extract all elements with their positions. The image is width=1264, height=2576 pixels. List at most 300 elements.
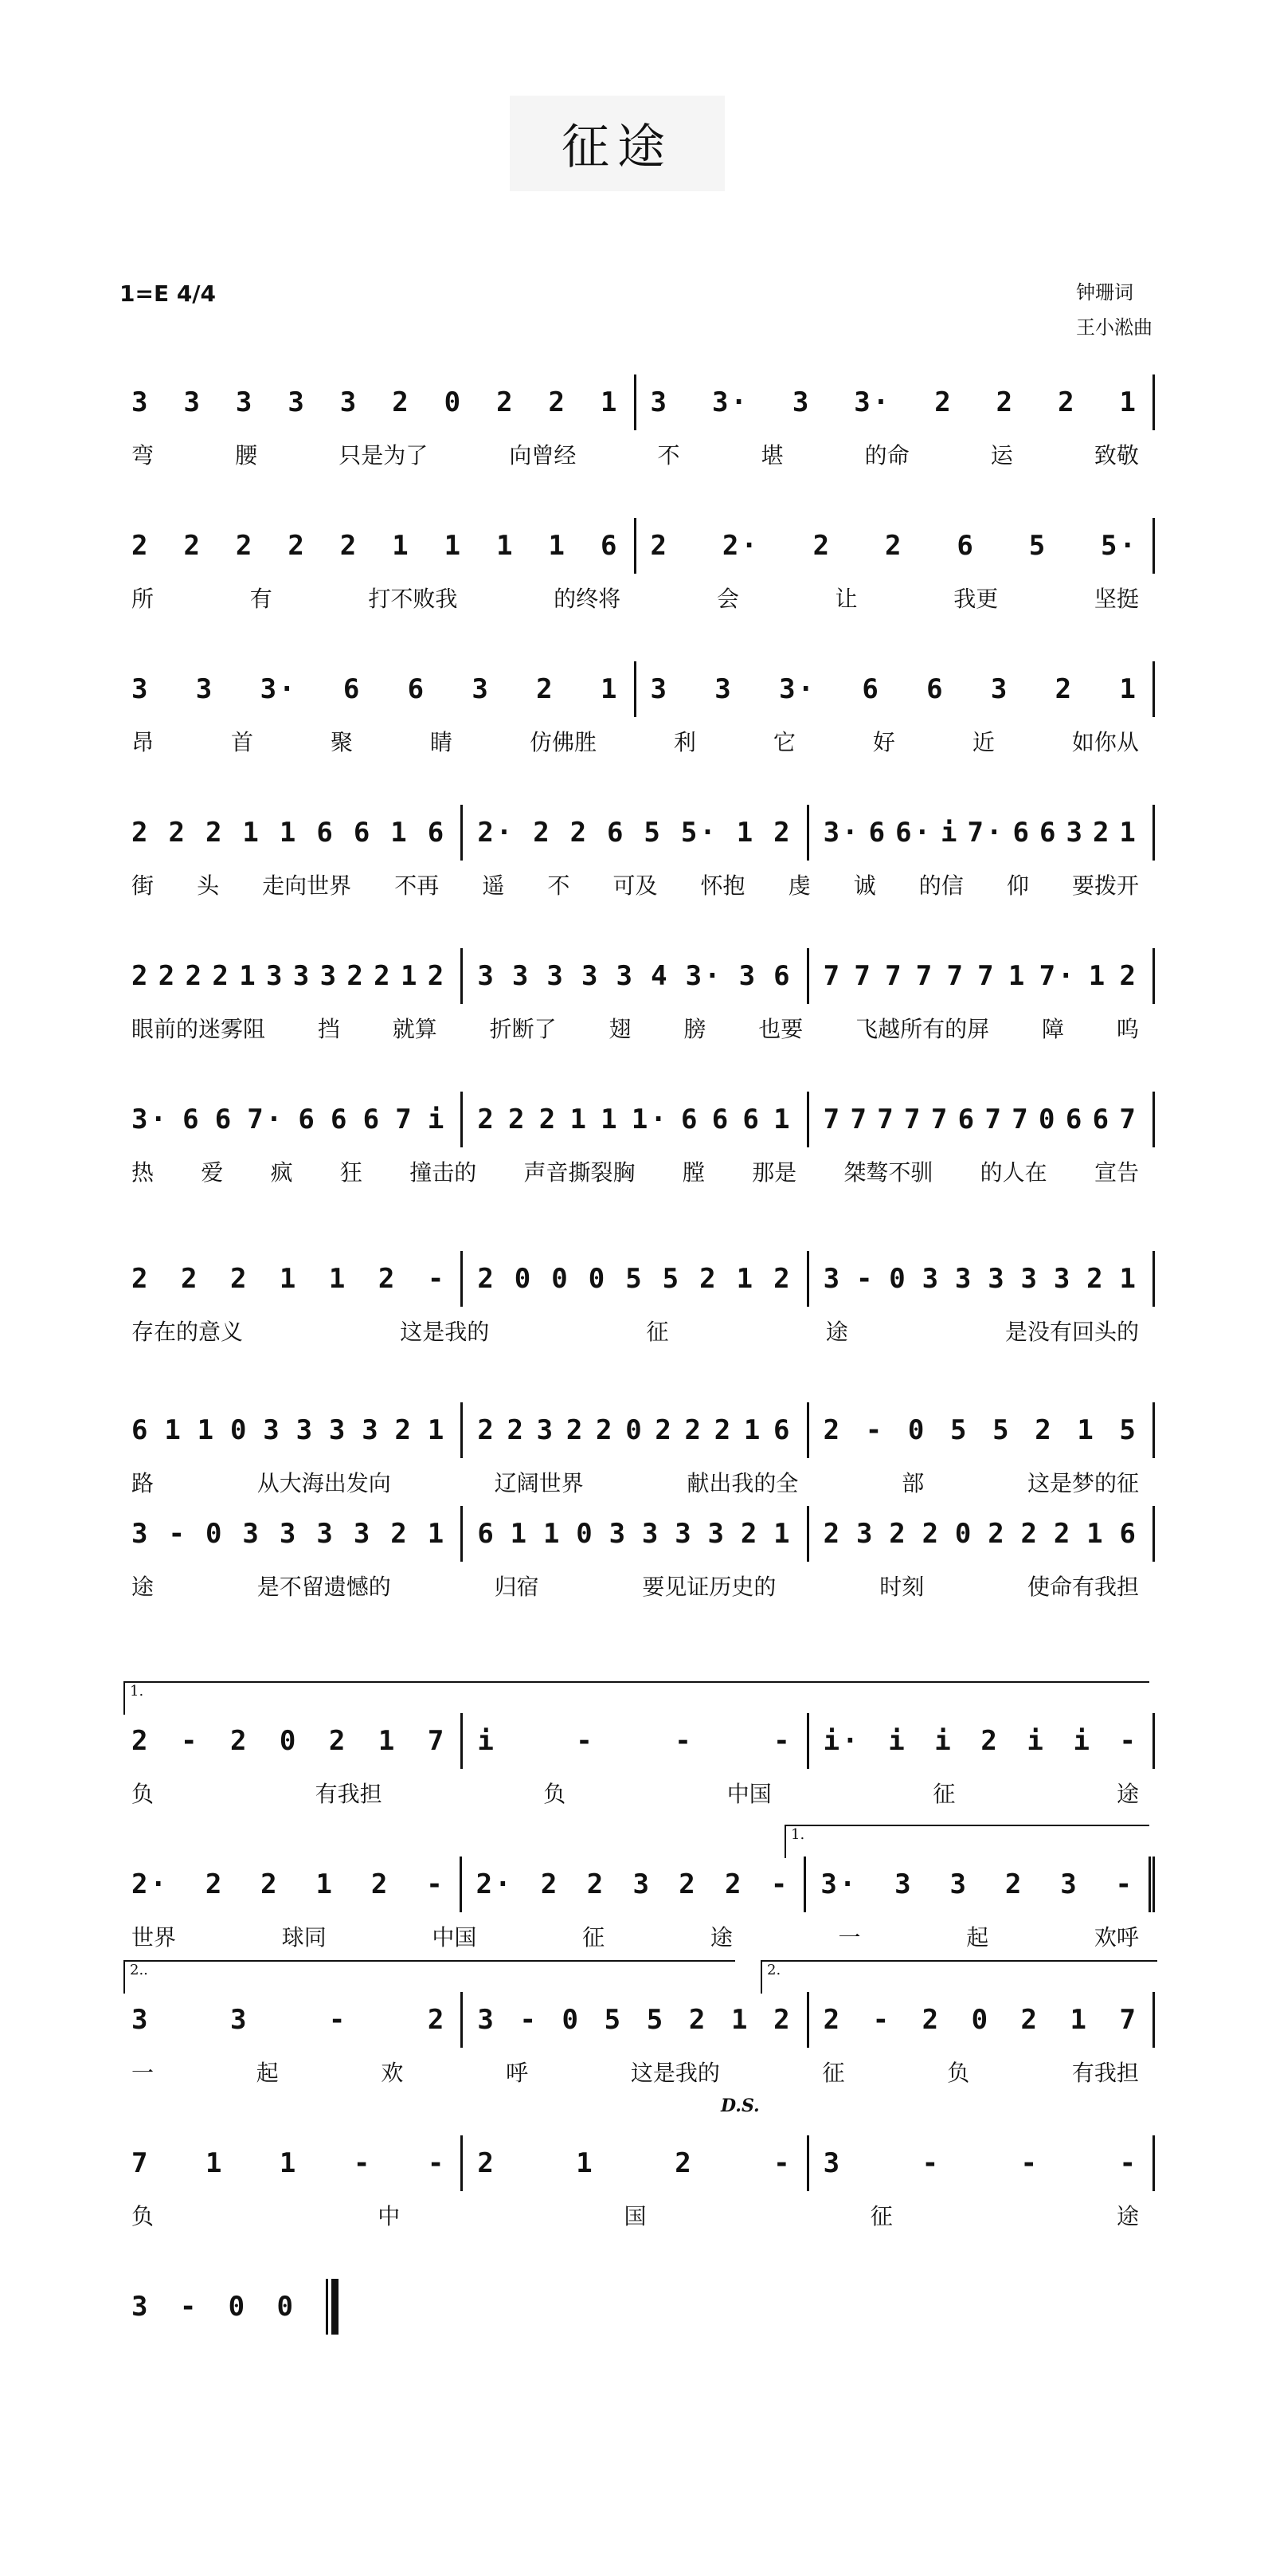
lyric-word: 聚 <box>330 729 353 755</box>
lyric-word: 疯 <box>270 1159 293 1186</box>
note: 1 <box>205 2147 225 2179</box>
measure <box>131 518 636 574</box>
lyric-word: 只是为了 <box>339 442 429 469</box>
note: 2 <box>205 817 225 849</box>
note: 7 <box>904 1104 923 1135</box>
lyric-word: 挡 <box>317 1016 340 1042</box>
note: 7 <box>946 960 965 992</box>
note: 2 <box>131 1263 151 1295</box>
lyric-word: 不 <box>657 442 680 469</box>
note: 3 <box>546 960 565 992</box>
lyric-word: 利 <box>673 729 696 755</box>
note: 2 <box>889 1518 908 1550</box>
note: 6 <box>407 673 427 705</box>
score-system <box>131 805 1155 908</box>
lyric-word: 一 <box>131 2060 155 2086</box>
note: 3 <box>894 1868 914 1900</box>
note: 7 <box>915 960 935 992</box>
note: 7 <box>977 960 996 992</box>
note: 6 <box>773 1414 792 1446</box>
lyrics-row <box>131 717 1155 765</box>
lyric-word: 途 <box>825 1319 848 1345</box>
note: 5 <box>1119 1414 1138 1446</box>
note: 2 <box>496 386 515 418</box>
lyric-word: 呼 <box>506 2060 529 2086</box>
note: 3 <box>650 386 669 418</box>
note: 2 <box>1055 673 1074 705</box>
lyric-word: 的人在 <box>980 1159 1047 1186</box>
notes-row <box>131 1857 1155 1912</box>
note: 1 <box>279 2147 299 2179</box>
lyric-word: 狂 <box>339 1159 362 1186</box>
note: 3 <box>616 960 635 992</box>
lyric-word: 起 <box>256 2060 279 2086</box>
note: 1 <box>378 1725 397 1757</box>
measure <box>463 2135 808 2191</box>
note: i <box>1027 1725 1046 1757</box>
note: 2 <box>684 1414 704 1446</box>
lyrics-row <box>131 861 1155 908</box>
lyric-word: 起 <box>966 1924 989 1951</box>
note: 3 <box>511 960 531 992</box>
note: 2 <box>725 1868 744 1900</box>
volta-bracket: 1. <box>785 1825 1149 1858</box>
note: 0 <box>588 1263 608 1295</box>
lyric-word: 的终将 <box>554 586 621 612</box>
lyric-word: 征 <box>870 2203 893 2229</box>
score-system <box>131 1402 1155 1506</box>
note: 2 <box>339 530 359 562</box>
note: 3 <box>477 960 496 992</box>
note: 1 <box>736 817 756 849</box>
note: 2 <box>1004 1868 1024 1900</box>
note: 2 <box>823 1414 843 1446</box>
lyric-word: 呜 <box>1116 1016 1139 1042</box>
lyric-word: 怀抱 <box>700 872 745 899</box>
note: 6 <box>607 817 626 849</box>
note: - <box>426 1868 445 1900</box>
note: 6 <box>330 1104 350 1135</box>
lyrics-row <box>131 1769 1155 1817</box>
note: 2 <box>1086 1263 1106 1295</box>
credits <box>1076 275 1152 345</box>
note: 3 <box>362 1414 381 1446</box>
key-signature: 1=E 4/4 <box>119 280 217 307</box>
note: 2 <box>565 1414 585 1446</box>
note: 3 <box>263 1414 282 1446</box>
note: 2 <box>773 817 792 849</box>
note: 3 <box>954 1263 974 1295</box>
lyric-word: 堪 <box>761 442 784 469</box>
measure <box>809 1251 1155 1307</box>
score-system <box>130 1962 1155 2116</box>
note: 2 <box>922 2004 941 2036</box>
note: - <box>773 2147 792 2179</box>
note: 0 <box>228 2291 248 2323</box>
lyric-word: 可及 <box>612 872 658 899</box>
note: 6 <box>214 1104 234 1135</box>
note: 1 <box>548 530 567 562</box>
note: 7 <box>823 960 843 992</box>
note: 2 <box>536 673 555 705</box>
note: 0 <box>625 1414 644 1446</box>
measure <box>131 2279 310 2335</box>
note: 3 <box>288 386 307 418</box>
note: 2 <box>205 1868 225 1900</box>
lyric-word: 障 <box>1042 1016 1065 1042</box>
note: 2 <box>773 1263 792 1295</box>
note: 1 <box>600 386 620 418</box>
note: 3 <box>1020 1263 1040 1295</box>
measure <box>636 374 1156 430</box>
lyric-word: 负 <box>131 1781 155 1807</box>
note: - <box>773 1725 792 1757</box>
note: 2 <box>1053 1518 1073 1550</box>
note: 3 <box>131 2291 151 2323</box>
lyric-word: 弯 <box>131 442 155 469</box>
note: 7 <box>1012 1104 1031 1135</box>
note: 3 <box>1066 817 1085 849</box>
score-system <box>131 948 1155 1052</box>
lyric-word: 要见证历史的 <box>642 1574 777 1600</box>
note: 1 <box>279 1263 299 1295</box>
lyric-word: 它 <box>773 729 796 755</box>
note: 3 <box>707 1518 726 1550</box>
measure <box>131 2135 463 2191</box>
lyric-word: 负 <box>947 2060 970 2086</box>
note: - <box>427 1263 447 1295</box>
note: - <box>922 2147 941 2179</box>
note: - <box>770 1868 790 1900</box>
note: 2 <box>477 1414 496 1446</box>
note: 2· <box>131 1868 169 1900</box>
note: 1 <box>773 1518 792 1550</box>
lyric-word: 睛 <box>429 729 452 755</box>
lyric-word: 撞击的 <box>409 1159 477 1186</box>
note: 3· <box>820 1868 859 1900</box>
note: 6 <box>711 1104 731 1135</box>
lyric-word: 宣告 <box>1094 1159 1139 1186</box>
measure <box>131 948 463 1004</box>
note: 2 <box>885 530 904 562</box>
note: 1 <box>279 817 299 849</box>
note: 2 <box>477 1263 496 1295</box>
measure <box>809 1506 1155 1562</box>
measure <box>463 1251 808 1307</box>
measure <box>463 1992 808 2048</box>
note: 6· <box>895 817 933 849</box>
lyric-word: 膀 <box>683 1016 706 1042</box>
measure <box>809 1092 1155 1147</box>
note: 3· <box>779 673 817 705</box>
lyrics-row <box>131 1004 1155 1052</box>
note: 3 <box>229 2004 249 2036</box>
note: 2 <box>655 1414 674 1446</box>
measure <box>463 1506 808 1562</box>
lyric-word: 好 <box>872 729 895 755</box>
note: - <box>1020 2147 1040 2179</box>
note: 3 <box>195 673 215 705</box>
note: 1 <box>1008 960 1027 992</box>
lyric-word: 征 <box>582 1924 605 1951</box>
measure <box>131 661 636 717</box>
lyrics-row <box>131 1458 1155 1506</box>
note: 3 <box>131 1518 151 1550</box>
note: 1 <box>444 530 464 562</box>
note: 5 <box>646 2004 666 2036</box>
note: 3 <box>823 1263 843 1295</box>
lyrics-row <box>131 1147 1155 1195</box>
note: 1 <box>1077 1414 1096 1446</box>
note: 3· <box>711 386 749 418</box>
lyric-word: 这是我的 <box>400 1319 490 1345</box>
lyric-word: 我更 <box>953 586 999 612</box>
note: 3 <box>328 1414 348 1446</box>
note: 3 <box>714 673 734 705</box>
note: i <box>477 1725 496 1757</box>
note: 5 <box>949 1414 969 1446</box>
note: - <box>353 2147 373 2179</box>
lyrics-row <box>131 2335 1155 2382</box>
note: 3 <box>339 386 359 418</box>
lyric-word: 献出我的全 <box>687 1470 799 1496</box>
note: 2 <box>540 1868 560 1900</box>
note: 3 <box>131 2004 151 2036</box>
lyric-word: 途 <box>131 1574 155 1600</box>
note: 3 <box>855 1518 875 1550</box>
note: 1 <box>1119 817 1138 849</box>
note: 2 <box>374 960 393 992</box>
note: 2 <box>1020 2004 1040 2036</box>
note: 2 <box>988 1518 1007 1550</box>
note: - <box>328 2004 348 2036</box>
notes-row <box>131 1251 1155 1307</box>
measure <box>809 1713 1155 1769</box>
note: 7 <box>823 1104 843 1135</box>
note: i <box>1073 1725 1092 1757</box>
measure <box>131 1992 463 2048</box>
note: 0 <box>907 1414 927 1446</box>
note: 1 <box>600 673 620 705</box>
note: 6 <box>742 1104 761 1135</box>
lyric-word: 首 <box>230 729 253 755</box>
lyric-word: 从大海出发向 <box>256 1470 391 1496</box>
note: 6 <box>182 1104 202 1135</box>
note: 6 <box>427 817 447 849</box>
score-system <box>131 1092 1155 1195</box>
measure <box>131 1713 463 1769</box>
note: 2 <box>390 1518 409 1550</box>
note: 3 <box>581 960 601 992</box>
note: 6 <box>1092 1104 1112 1135</box>
note: 0 <box>514 1263 534 1295</box>
measure <box>131 805 463 861</box>
note: 2 <box>1119 960 1138 992</box>
note: 1 <box>1088 960 1108 992</box>
lyric-word: 球同 <box>281 1924 327 1951</box>
score-system <box>131 1826 1155 1960</box>
lyric-word: 要拨开 <box>1071 872 1139 899</box>
note: 3 <box>265 960 285 992</box>
note: 0 <box>229 1414 249 1446</box>
note: 7 <box>131 2147 151 2179</box>
final-barline <box>326 2279 339 2335</box>
note: 3 <box>823 2147 843 2179</box>
notes-row <box>131 1402 1155 1458</box>
note: 1 <box>773 1104 792 1135</box>
note: 7· <box>1039 960 1077 992</box>
note: 2 <box>699 1263 718 1295</box>
measure <box>131 1092 463 1147</box>
notes-row <box>131 1992 1155 2048</box>
lyric-word: 会 <box>716 586 739 612</box>
lyricist: 钟珊词 <box>1076 281 1133 304</box>
note: 7 <box>930 1104 950 1135</box>
note: 0 <box>205 1518 225 1550</box>
note: 3 <box>292 960 312 992</box>
measure <box>462 1857 807 1912</box>
note: 3 <box>1053 1263 1073 1295</box>
measure <box>809 1402 1155 1458</box>
note: 2 <box>328 1725 348 1757</box>
note: 2 <box>714 1414 734 1446</box>
note: 1 <box>164 1414 183 1446</box>
note: 0 <box>551 1263 570 1295</box>
note: 6 <box>362 1104 382 1135</box>
note: 1 <box>1070 2004 1089 2036</box>
note: 2 <box>586 1868 606 1900</box>
note: 0 <box>971 2004 991 2036</box>
lyric-word: 爱 <box>201 1159 224 1186</box>
note: 5 <box>644 817 663 849</box>
note: 5 <box>992 1414 1012 1446</box>
note: 3· <box>260 673 298 705</box>
lyric-word: 也要 <box>758 1016 804 1042</box>
note: 4 <box>651 960 670 992</box>
lyric-word: 归宿 <box>494 1574 539 1600</box>
lyric-word: 征 <box>646 1319 669 1345</box>
lyric-word: 途 <box>710 1924 733 1951</box>
note: 1 <box>743 1414 763 1446</box>
note: 3 <box>632 1868 652 1900</box>
lyric-word: 负 <box>131 2203 155 2229</box>
note: 3 <box>183 386 202 418</box>
note: 2 <box>533 817 552 849</box>
measure <box>636 518 1156 574</box>
score-system <box>131 1251 1155 1355</box>
measure <box>636 661 1156 717</box>
note: 5 <box>662 1263 682 1295</box>
note: 2 <box>378 1263 397 1295</box>
note: 2 <box>346 960 366 992</box>
note: 7· <box>967 817 1005 849</box>
lyric-word: 这是梦的征 <box>1027 1470 1139 1496</box>
lyric-word: 的信 <box>918 872 964 899</box>
note: 2 <box>131 960 151 992</box>
note: 0 <box>444 386 464 418</box>
lyric-word: 有我担 <box>315 1781 382 1807</box>
note: 2 <box>158 960 178 992</box>
note: 3 <box>641 1518 661 1550</box>
note: 2 <box>934 386 953 418</box>
note: 2 <box>235 530 255 562</box>
measure <box>463 1713 808 1769</box>
lyric-word: 存在的意义 <box>131 1319 244 1345</box>
note: 2 <box>427 960 447 992</box>
note: 1 <box>736 1263 756 1295</box>
note: 2 <box>675 2147 694 2179</box>
note: 6 <box>1119 1518 1138 1550</box>
lyric-word: 的命 <box>864 442 910 469</box>
measure <box>809 2135 1155 2191</box>
lyric-word: 街 <box>131 872 155 899</box>
note: 0 <box>276 2291 295 2323</box>
lyric-word: 腰 <box>235 442 258 469</box>
note: 6 <box>862 673 881 705</box>
note: 0 <box>954 1518 974 1550</box>
lyric-word: 路 <box>131 1470 155 1496</box>
note: 3 <box>477 2004 496 2036</box>
lyric-word: 负 <box>543 1781 566 1807</box>
note: 1 <box>427 1518 447 1550</box>
note: 6 <box>477 1518 496 1550</box>
note: 2 <box>168 817 187 849</box>
lyric-word: 这是我的 <box>630 2060 720 2086</box>
note: 6 <box>681 1104 700 1135</box>
lyric-word: 是不留遗憾的 <box>256 1574 391 1600</box>
volta-bracket: 2. <box>761 1960 1157 1994</box>
lyric-word: 是没有回头的 <box>1004 1319 1139 1345</box>
note: 6 <box>1012 817 1031 849</box>
note: - <box>675 1725 694 1757</box>
note: 1 <box>392 530 411 562</box>
lyric-word: 部 <box>902 1470 925 1496</box>
lyric-word: 虔 <box>788 872 811 899</box>
note: 5 <box>625 1263 644 1295</box>
note: 6 <box>600 530 620 562</box>
notes-row <box>131 805 1155 861</box>
note: - <box>180 1725 200 1757</box>
lyric-word: 声音撕裂胸 <box>523 1159 636 1186</box>
lyric-word: 那是 <box>752 1159 797 1186</box>
note: - <box>1119 1725 1138 1757</box>
note: 2 <box>1058 386 1077 418</box>
note: - <box>1119 2147 1138 2179</box>
note: 0 <box>562 2004 581 2036</box>
note: 2 <box>131 817 151 849</box>
lyrics-row <box>131 2048 1155 2096</box>
lyric-word: 如你从 <box>1071 729 1139 755</box>
measure <box>463 948 808 1004</box>
lyric-word: 诚 <box>853 872 876 899</box>
note: 3 <box>235 386 255 418</box>
measure <box>131 1506 463 1562</box>
note: 0 <box>889 1263 908 1295</box>
note: 6 <box>298 1104 317 1135</box>
volta-bracket: 1. <box>123 1681 1149 1715</box>
note: 2· <box>475 1868 514 1900</box>
note: 7 <box>395 1104 414 1135</box>
note: 2· <box>722 530 760 562</box>
lyric-word: 热 <box>131 1159 155 1186</box>
note: 3 <box>609 1518 628 1550</box>
note: 2 <box>180 1263 200 1295</box>
note: 6 <box>868 817 888 849</box>
note: 6 <box>342 673 362 705</box>
note: 1 <box>542 1518 562 1550</box>
note: 6 <box>957 530 976 562</box>
note: 1· <box>631 1104 669 1135</box>
